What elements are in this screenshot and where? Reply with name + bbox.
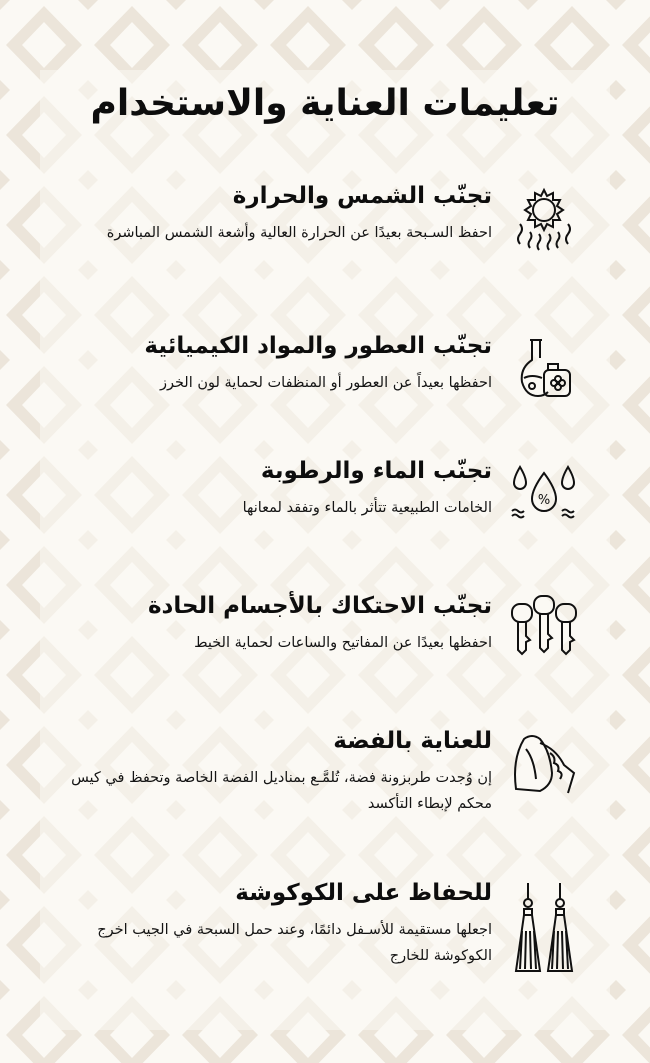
page-title: تعليمات العناية والاستخدام	[90, 83, 560, 124]
polishing-cloth-icon	[510, 729, 578, 799]
svg-text:%: %	[537, 493, 551, 508]
care-item-description: احفظ السـبحة بعيدًا عن الحرارة العالية وأشعة الشمس المباشرة	[106, 225, 492, 241]
care-item-description: احفظها بعيدًا عن المفاتيح والساعات لحماية الخيط	[194, 635, 492, 651]
care-item-chemicals	[0, 330, 650, 460]
care-item-heading: تجنّب العطور والمواد الكيميائية	[144, 333, 492, 359]
care-item-sun	[0, 180, 650, 310]
care-item-description: إن وُجدت طربزونة فضة، تُلمَّـع بمناديل الفضة الخاصة وتحفظ في كيس محكم لإبطاء التأكسد	[71, 770, 492, 812]
care-item-description: اجعلها مستقيمة للأسـفل دائمًا، وعند حمل السبحة في الجيب اخرج الكوكوشة للخارج	[97, 922, 492, 964]
care-item-heading: تجنّب الاحتكاك بالأجسام الحادة	[147, 593, 492, 619]
keys-icon	[510, 594, 578, 664]
care-item-keys	[0, 590, 650, 720]
care-item-heading: للعناية بالفضة	[333, 728, 492, 754]
care-item-water	[0, 455, 650, 585]
water-humidity-icon	[510, 459, 578, 529]
care-item-silver	[0, 725, 650, 855]
tassel-icon	[510, 881, 578, 981]
care-item-heading: تجنّب الماء والرطوبة	[260, 458, 492, 484]
care-item-tassel	[0, 877, 650, 1007]
sun-heat-icon	[510, 184, 578, 254]
care-item-heading: للحفاظ على الكوكوشة	[235, 880, 492, 906]
care-item-heading: تجنّب الشمس والحرارة	[232, 183, 492, 209]
chemicals-perfume-icon	[510, 334, 578, 404]
care-item-description: احفظها بعيداً عن العطور أو المنظفات لحماية لون الخرز	[159, 375, 492, 391]
care-item-description: الخامات الطبيعية تتأثر بالماء وتفقد لمعانها	[242, 500, 492, 516]
